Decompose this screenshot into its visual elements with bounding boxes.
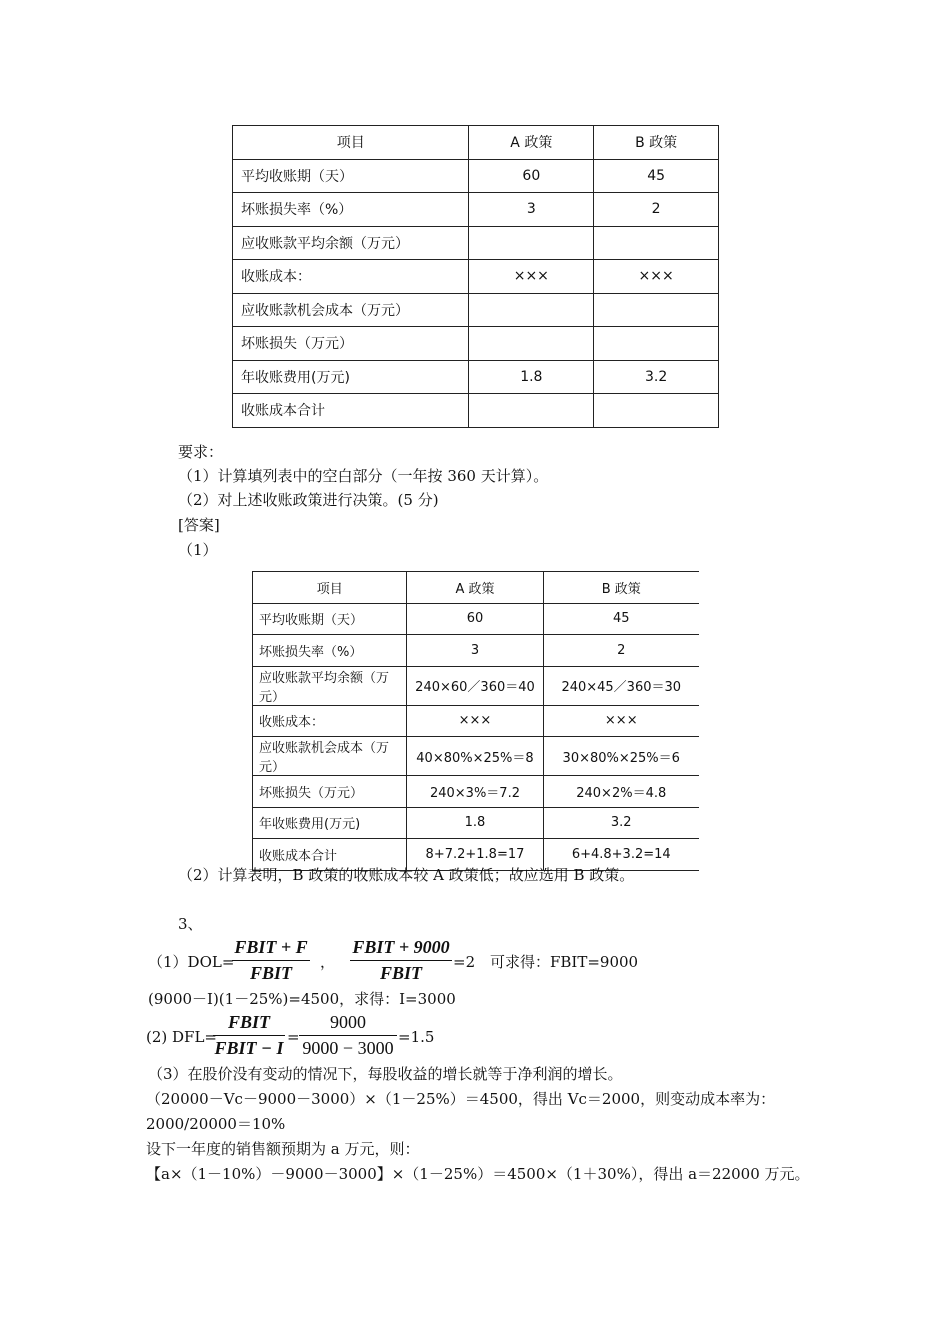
cell-a xyxy=(469,293,594,327)
cell-b: ××× xyxy=(543,705,699,737)
row-label: 坏账损失（万元） xyxy=(253,776,407,808)
cell-a: ××× xyxy=(407,705,543,737)
table-row xyxy=(253,666,700,705)
fraction-denominator: FBIT − I xyxy=(214,1038,284,1058)
header-item: 项目 xyxy=(233,126,469,160)
cell-b: 3.2 xyxy=(543,807,699,839)
requirements-title: 要求： xyxy=(178,443,224,461)
dfl-fraction-2 xyxy=(299,1012,397,1059)
dol-prefix: （1）DOL= xyxy=(148,953,235,971)
requirement-item-1: （1）计算填列表中的空白部分（一年按 360 天计算）。 xyxy=(178,467,549,485)
table-row xyxy=(253,737,700,776)
cell-a: 40×80%×25%＝8 xyxy=(407,737,543,776)
cell-b: 240×2%＝4.8 xyxy=(543,776,699,808)
cell-a: 3 xyxy=(407,635,543,667)
question-number: 3、 xyxy=(178,915,203,933)
cell-b: 6+4.8+3.2=14 xyxy=(543,839,699,871)
table-header-row xyxy=(253,572,700,604)
header-item: 项目 xyxy=(253,572,407,604)
policy-table xyxy=(232,125,719,428)
row-label: 收账成本： xyxy=(233,260,469,294)
dfl-mid-equals: = xyxy=(287,1028,300,1046)
table-row xyxy=(253,705,700,737)
cell-b: 2 xyxy=(594,193,719,227)
part3-line-3: 2000/20000＝10% xyxy=(146,1115,286,1133)
fraction-numerator: FBIT + 9000 xyxy=(352,937,450,957)
row-label: 坏账损失率（%） xyxy=(253,635,407,667)
table-row xyxy=(233,226,719,260)
row-label: 坏账损失率（%） xyxy=(233,193,469,227)
dol-separator: ， xyxy=(320,953,336,971)
part3-line-2: （20000－Vc－9000－3000）×（1－25%）＝4500，得出 Vc＝2000，则变动成本率为： xyxy=(146,1090,776,1108)
cell-b: 2 xyxy=(543,635,699,667)
cell-b xyxy=(594,327,719,361)
row-label: 平均收账期（天） xyxy=(253,603,407,635)
table-row xyxy=(233,327,719,361)
part3-line-5: 【a×（1－10%）－9000－3000】×（1－25%）＝4500×（1＋30%），得出 a＝22000 万元。 xyxy=(146,1165,810,1183)
header-policy-b: B 政策 xyxy=(543,572,699,604)
table-row xyxy=(233,260,719,294)
cell-a xyxy=(469,327,594,361)
table-header-row xyxy=(233,126,719,160)
requirement-item-2: （2）对上述收账政策进行决策。(5 分) xyxy=(178,491,439,509)
cell-b xyxy=(594,293,719,327)
table-row xyxy=(233,159,719,193)
row-label: 应收账款平均余额（万元） xyxy=(253,666,407,705)
header-policy-a: A 政策 xyxy=(407,572,543,604)
cell-a: 3 xyxy=(469,193,594,227)
part3-line-1: （3）在股价没有变动的情况下，每股收益的增长就等于净利润的增长。 xyxy=(148,1065,623,1083)
cell-a xyxy=(469,226,594,260)
row-label: 收账成本合计 xyxy=(233,394,469,428)
table-row xyxy=(253,776,700,808)
cell-b xyxy=(594,394,719,428)
dol-result: 可求得：FBIT=9000 xyxy=(490,953,639,971)
dol-fraction-1 xyxy=(232,937,310,984)
row-label: 应收账款机会成本（万元） xyxy=(233,293,469,327)
fraction-denominator: FBIT xyxy=(379,963,422,983)
cell-a: ××× xyxy=(469,260,594,294)
cell-a: 60 xyxy=(469,159,594,193)
cell-b: ××× xyxy=(594,260,719,294)
table-row xyxy=(233,360,719,394)
row-label: 平均收账期（天） xyxy=(233,159,469,193)
part3-line-4: 设下一年度的销售额预期为 a 万元，则： xyxy=(146,1140,420,1158)
cell-a: 60 xyxy=(407,603,543,635)
cell-b: 3.2 xyxy=(594,360,719,394)
fraction-denominator: FBIT xyxy=(249,963,292,983)
answer-label: [答案] xyxy=(178,516,220,534)
row-label: 收账成本合计 xyxy=(253,839,407,871)
answer-part1-label: （1） xyxy=(178,541,218,559)
dfl-equals: =1.5 xyxy=(398,1028,435,1046)
fraction-denominator: 9000 − 3000 xyxy=(302,1038,394,1058)
header-policy-a: A 政策 xyxy=(469,126,594,160)
fraction-numerator: FBIT + F xyxy=(234,937,308,957)
cell-a: 8+7.2+1.8=17 xyxy=(407,839,543,871)
dol-fraction-2 xyxy=(350,937,452,984)
fraction-numerator: 9000 xyxy=(330,1012,366,1032)
cell-b: 30×80%×25%＝6 xyxy=(543,737,699,776)
cell-b: 240×45／360＝30 xyxy=(543,666,699,705)
fraction-numerator: FBIT xyxy=(227,1012,270,1032)
cell-b xyxy=(594,226,719,260)
dol-equals: =2 xyxy=(453,953,476,971)
row-label: 应收账款机会成本（万元） xyxy=(253,737,407,776)
interest-line: (9000－I)(1－25%)=4500，求得：I=3000 xyxy=(148,990,456,1008)
cell-a: 1.8 xyxy=(407,807,543,839)
table-row xyxy=(233,394,719,428)
table-row xyxy=(253,603,700,635)
cell-a: 240×60／360＝40 xyxy=(407,666,543,705)
cell-b: 45 xyxy=(594,159,719,193)
cell-a: 240×3%＝7.2 xyxy=(407,776,543,808)
dfl-fraction-1 xyxy=(213,1012,285,1059)
answer-table xyxy=(252,571,699,871)
cell-b: 45 xyxy=(543,603,699,635)
conclusion-text: （2）计算表明，B 政策的收账成本较 A 政策低；故应选用 B 政策。 xyxy=(178,866,635,884)
row-label: 应收账款平均余额（万元） xyxy=(233,226,469,260)
cell-a: 1.8 xyxy=(469,360,594,394)
table-row xyxy=(253,807,700,839)
row-label: 收账成本： xyxy=(253,705,407,737)
cell-a xyxy=(469,394,594,428)
header-policy-b: B 政策 xyxy=(594,126,719,160)
row-label: 坏账损失（万元） xyxy=(233,327,469,361)
row-label: 年收账费用(万元) xyxy=(233,360,469,394)
table-row xyxy=(233,193,719,227)
table-row xyxy=(253,635,700,667)
table-row xyxy=(233,293,719,327)
row-label: 年收账费用(万元) xyxy=(253,807,407,839)
dfl-prefix: (2) DFL= xyxy=(146,1028,217,1046)
